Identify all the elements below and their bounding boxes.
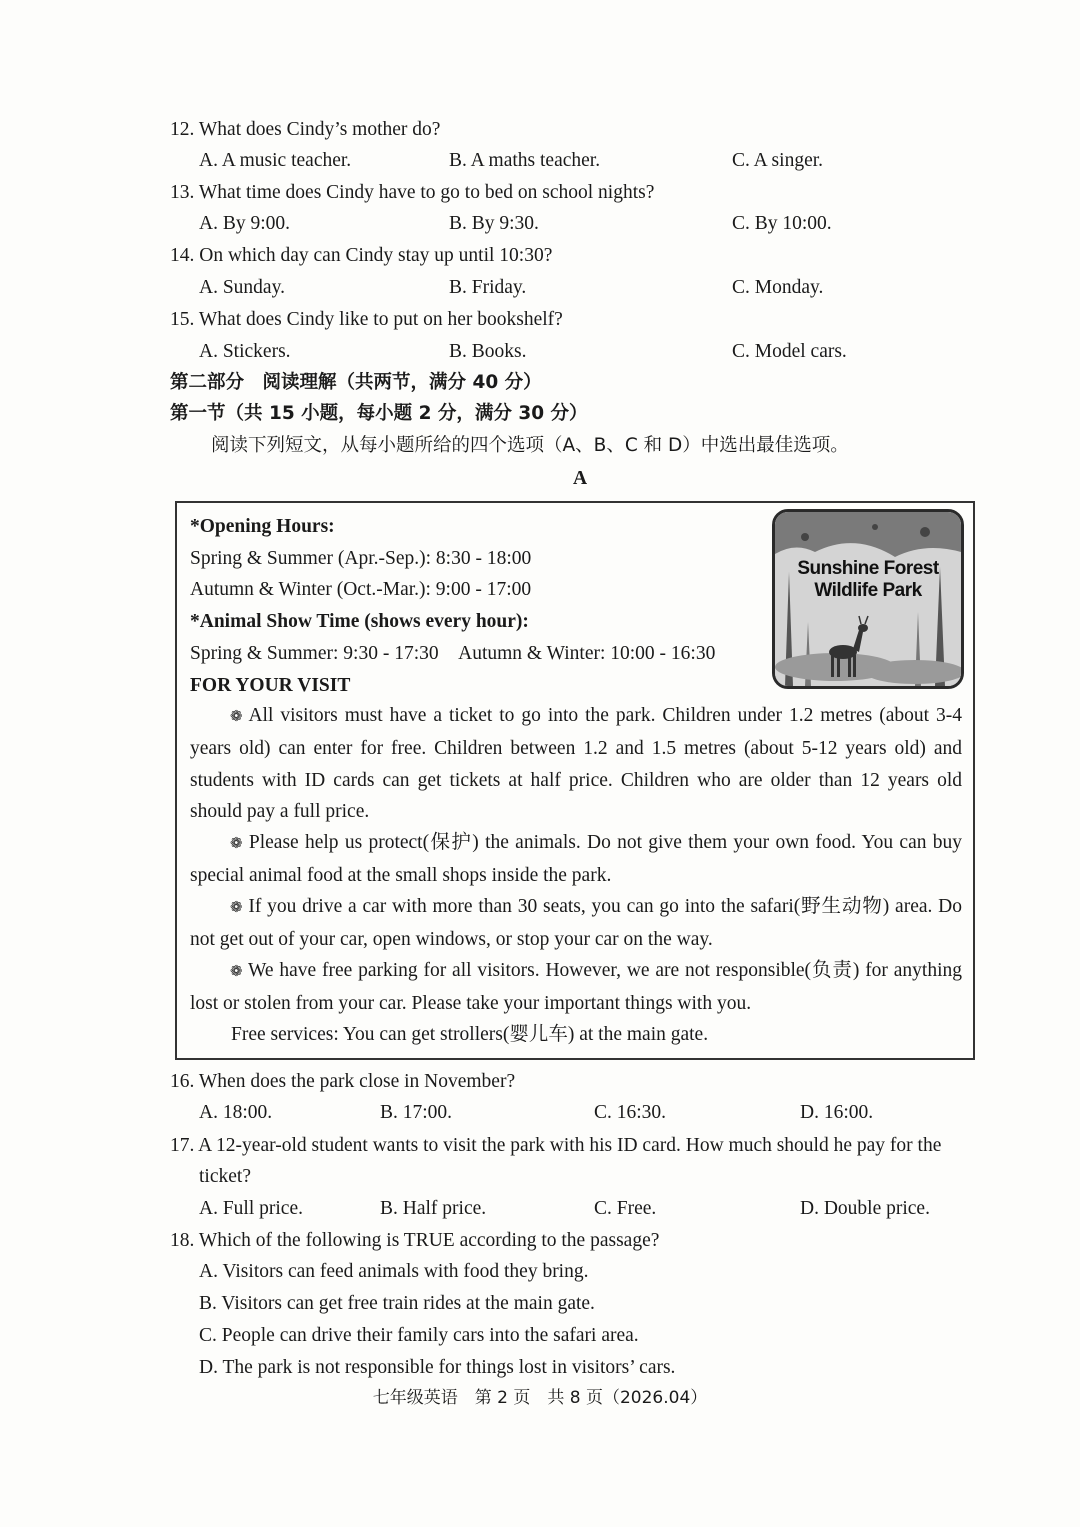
question-18-option-c: C. People can drive their family cars into the safari area. <box>199 1325 639 1346</box>
paragraph-3-text: If you drive a car with more than 30 seats, you can go into the safari(野生动物) area. Do not get out of your car, open windows, or stop your car on the way. <box>190 896 963 950</box>
question-15-stem: 15. What does Cindy like to put on her bookshelf? <box>170 309 563 330</box>
snowflake-bullet-icon: ❁ <box>230 898 243 916</box>
section-heading: 第二部分 阅读理解（共两节，满分 40 分） <box>170 372 542 393</box>
question-13-stem: 13. What time does Cindy have to go to bed on school nights? <box>170 182 655 203</box>
snowflake-bullet-icon: ❁ <box>230 834 243 852</box>
question-17-option-c: C. Free. <box>594 1198 657 1219</box>
question-14-option-c: C. Monday. <box>732 277 824 298</box>
paragraph-1-text: All visitors must have a ticket to go into the park. Children under 1.2 metres (about 3-4 years old) can enter for free. Children between 1.2 and 1.5 metres (about 5-12 years old) and students with ID cards can get tickets at half price. Children who are older than 12 years old should pay a full price. <box>190 705 962 823</box>
question-18-option-d: D. The park is not responsible for things lost in visitors’ cars. <box>199 1357 676 1378</box>
section-subheading: 第一节（共 15 小题，每小题 2 分，满分 30 分） <box>170 403 588 424</box>
question-12-option-c: C. A singer. <box>732 150 824 171</box>
question-18-option-b: B. Visitors can get free train rides at the main gate. <box>199 1293 595 1314</box>
visit-paragraph-1 <box>190 700 962 828</box>
question-13-option-a: A. By 9:00. <box>199 213 291 234</box>
question-15-option-b: B. Books. <box>449 341 527 362</box>
park-logo-title <box>775 558 961 602</box>
question-13-option-c: C. By 10:00. <box>732 213 832 234</box>
passage-letter: A <box>573 468 588 489</box>
visit-paragraph-2 <box>190 827 962 892</box>
park-logo-image <box>772 509 964 689</box>
question-14-option-b: B. Friday. <box>449 277 527 298</box>
autumn-winter-hours: Autumn & Winter (Oct.-Mar.): 9:00 - 17:00 <box>190 579 532 600</box>
animal-show-title: *Animal Show Time (shows every hour): <box>190 611 529 632</box>
question-15-option-a: A. Stickers. <box>199 341 291 362</box>
question-12-option-b: B. A maths teacher. <box>449 150 601 171</box>
visit-paragraph-3 <box>190 891 962 956</box>
free-services: Free services: You can get strollers(婴儿车) at the main gate. <box>231 1024 709 1045</box>
visit-paragraph-4 <box>190 955 962 1020</box>
spring-summer-hours: Spring & Summer (Apr.-Sep.): 8:30 - 18:00 <box>190 548 532 569</box>
snowflake-bullet-icon: ❁ <box>230 707 243 725</box>
question-17-option-a: A. Full price. <box>199 1198 303 1219</box>
question-17-option-b: B. Half price. <box>380 1198 487 1219</box>
question-17-stem-line-1: 17. A 12-year-old student wants to visit the park with his ID card. How much should he pay for the <box>170 1135 942 1156</box>
snowflake-bullet-icon: ❁ <box>230 962 243 980</box>
question-16-option-d: D. 16:00. <box>800 1102 874 1123</box>
question-16-stem: 16. When does the park close in November? <box>170 1071 516 1092</box>
question-18-stem: 18. Which of the following is TRUE according to the passage? <box>170 1230 660 1251</box>
question-17-stem-line-2: ticket? <box>199 1166 251 1187</box>
question-18-option-a: A. Visitors can feed animals with food they bring. <box>199 1261 589 1282</box>
logo-line-2: Wildlife Park <box>814 580 922 601</box>
opening-hours-title: *Opening Hours: <box>190 516 335 537</box>
logo-line-1: Sunshine Forest <box>797 558 939 579</box>
page-footer: 七年级英语 第 2 页 共 8 页（2026.04） <box>372 1388 708 1408</box>
question-16-option-c: C. 16:30. <box>594 1102 667 1123</box>
question-12-option-a: A. A music teacher. <box>199 150 352 171</box>
question-13-option-b: B. By 9:30. <box>449 213 539 234</box>
question-16-option-b: B. 17:00. <box>380 1102 453 1123</box>
question-15-option-c: C. Model cars. <box>732 341 847 362</box>
section-instruction: 阅读下列短文，从每小题所给的四个选项（A、B、C 和 D）中选出最佳选项。 <box>211 435 849 456</box>
animal-show-times: Spring & Summer: 9:30 - 17:30 Autumn & Winter: 10:00 - 16:30 <box>190 643 716 664</box>
paragraph-2-text: Please help us protect(保护) the animals. Do not give them your own food. You can buy special animal food at the small shops inside the park. <box>190 832 963 886</box>
question-14-stem: 14. On which day can Cindy stay up until 10:30? <box>170 245 553 266</box>
question-12-stem: 12. What does Cindy’s mother do? <box>170 119 441 140</box>
question-16-option-a: A. 18:00. <box>199 1102 273 1123</box>
visit-title: FOR YOUR VISIT <box>190 675 351 696</box>
question-17-option-d: D. Double price. <box>800 1198 930 1219</box>
paragraph-4-text: We have free parking for all visitors. However, we are not responsible(负责) for anything lost or stolen from your car. Please take your important things with you. <box>190 960 962 1014</box>
question-14-option-a: A. Sunday. <box>199 277 285 298</box>
